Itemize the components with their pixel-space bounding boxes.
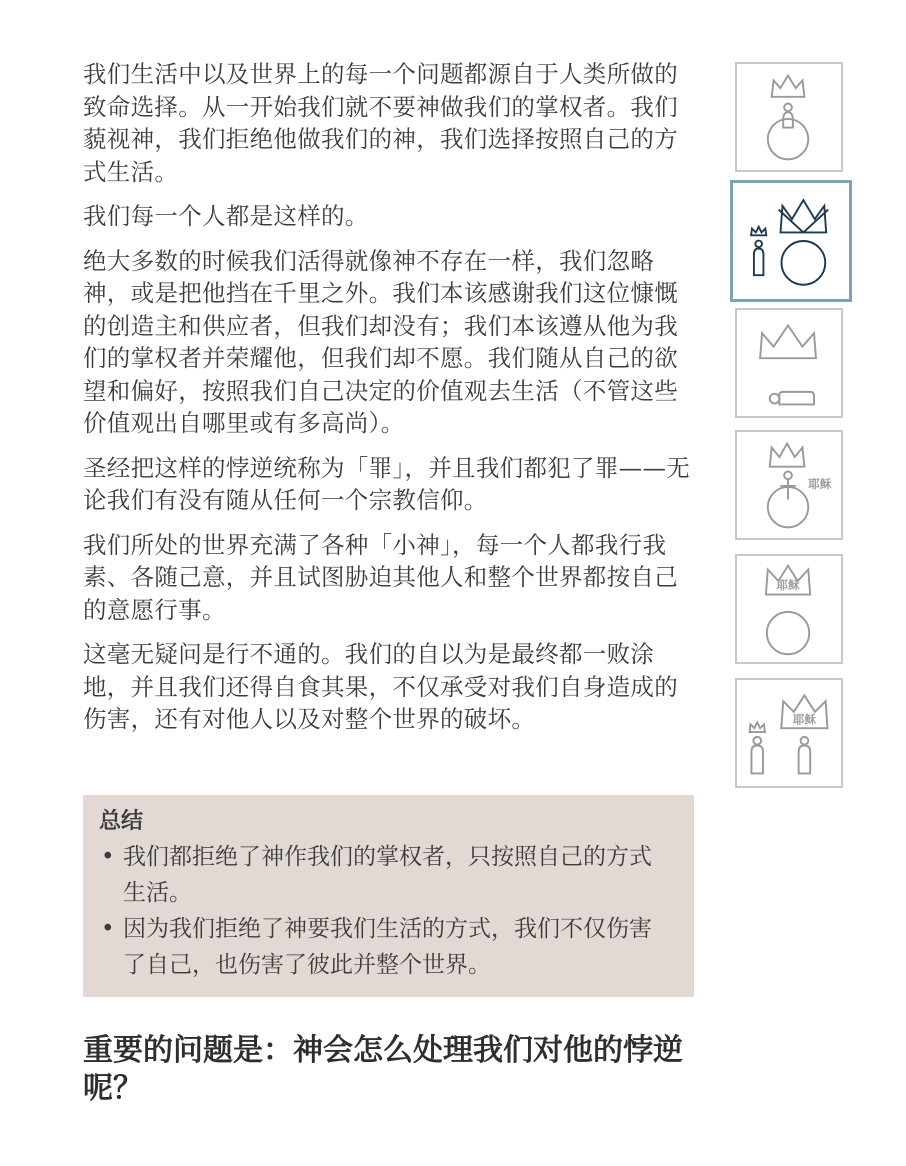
panel-5-jesus-crown-world [735, 554, 843, 664]
crown-person-world-icon [737, 64, 841, 170]
panel-1-crown-over-person-on-world [735, 62, 843, 172]
paragraph-6: 这毫无疑问是行不通的。我们的自以为是最终都一败涂地，并且我们还得自食其果，不仅承受对我们自身造成的伤害，还有对他人以及对整个世界的破坏。 [83, 640, 678, 733]
bullet-icon: • [101, 916, 115, 942]
summary-item-text: 因为我们拒绝了神要我们生活的方式，我们不仅伤害了自己，也伤害了彼此并整个世界。 [123, 916, 652, 978]
summary-title: 总结 [99, 809, 144, 834]
people-jesus-crown-icon [737, 680, 841, 786]
panel-6-two-people-jesus-crown [735, 678, 843, 788]
paragraph-5: 我们所处的世界充满了各种「小神」，每一个人都我行我素、各随己意，并且试图胁迫其他人和整个世界都按自己的意愿行事。 [83, 530, 678, 624]
summary-item-2 [99, 911, 674, 983]
paragraph-1: 我们生活中以及世界上的每一个问题都源自于人类所做的致命选择。从一开始我们就不要神做我们的掌权者。我们藐视神，我们拒绝他做我们的神，我们选择按照自己的方式生活。 [83, 60, 678, 186]
panel-3-empty-crown-fallen-person [735, 308, 843, 418]
jesus-label: 耶稣 [808, 476, 832, 491]
paragraph-2: 我们每一个人都是这样的。 [83, 202, 369, 230]
jesus-crown-world-icon [737, 556, 841, 662]
crown-fallen-person-icon [737, 310, 841, 416]
main-text [83, 58, 695, 748]
jesus-label: 耶稣 [792, 712, 816, 727]
jesus-label: 耶稣 [776, 577, 800, 592]
summary-list [99, 839, 674, 983]
bullet-icon: • [101, 844, 115, 870]
panel-2-active-small-crown-person-big-crown-world [730, 180, 852, 302]
summary-item-text: 我们都拒绝了神作我们的掌权者，只按照自己的方式生活。 [123, 844, 652, 906]
paragraph-4: 圣经把这样的悖逆统称为「罪」，并且我们都犯了罪——无论我们有没有随从任何一个宗教信仰。 [83, 453, 691, 514]
key-question-heading: 重要的问题是：神会怎么处理我们对他的悖逆呢？ [83, 1033, 683, 1106]
panel-4-jesus-cross-world [735, 430, 843, 540]
self-rule-icon [733, 183, 849, 299]
summary-box [83, 795, 694, 997]
summary-item-1 [99, 839, 674, 911]
paragraph-3: 绝大多数的时候我们活得就像神不存在一样，我们忽略神，或是把他挡在千里之外。我们本该感谢我们这位慷慨的创造主和供应者，但我们却没有；我们本该遵从他为我们的掌权者并荣耀他，但我们却不愿。我们随从自己的欲望和偏好，按照我们自己决定的价值观去生活（不管这些价值观出自哪里或有多高尚）。 [83, 246, 678, 437]
crown-cross-world-icon [737, 432, 841, 538]
